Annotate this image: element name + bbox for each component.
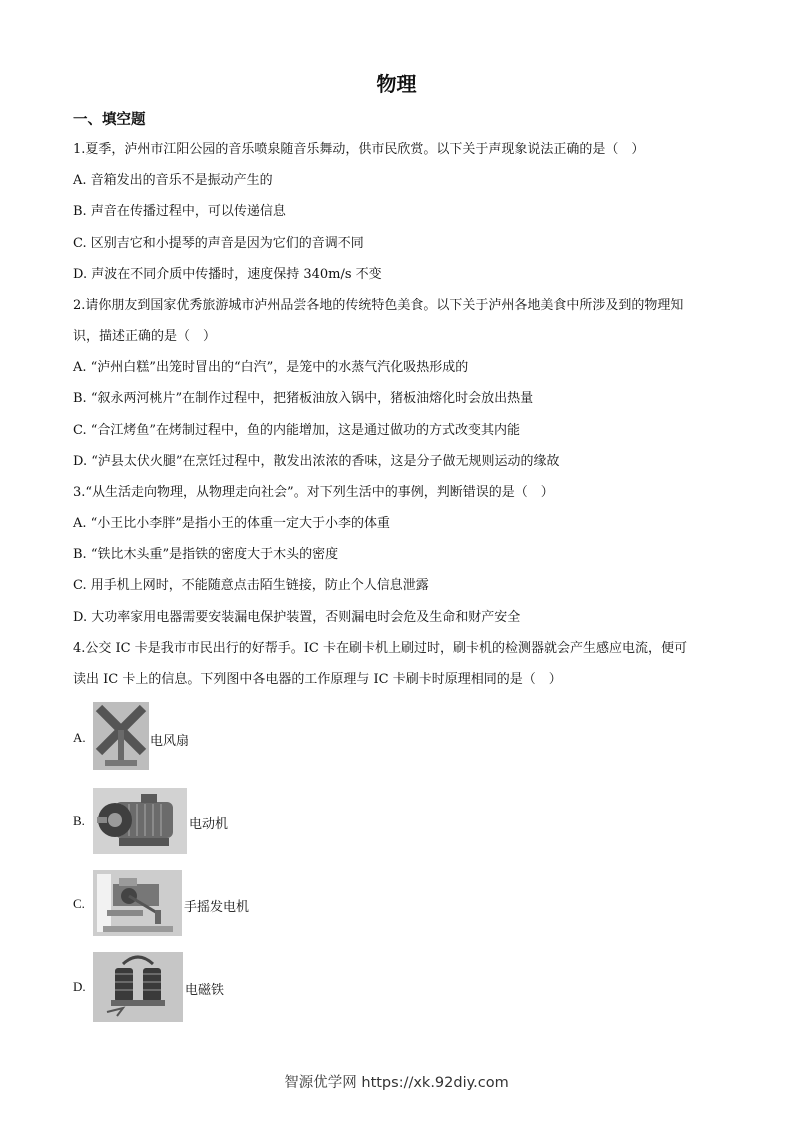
- question-1-option-c: C. 区别吉它和小提琴的声音是因为它们的音调不同: [73, 236, 364, 251]
- question-1-option-a: A. 音箱发出的音乐不是振动产生的: [73, 173, 273, 188]
- page-footer-watermark: 智源优学网 https://xk.92diy.com: [284, 1075, 509, 1091]
- question-1-option-b: B. 声音在传播过程中，可以传递信息: [73, 204, 286, 219]
- question-2-stem-line-2: 识，描述正确的是（ ）: [73, 329, 217, 344]
- question-1-option-d: D. 声波在不同介质中传播时，速度保持 340m/s 不变: [73, 267, 382, 282]
- option-letter: D.: [73, 979, 86, 994]
- hand-crank-generator-photo-icon: [93, 870, 182, 936]
- page-title: 物理: [376, 72, 417, 96]
- question-4-stem-line-1: 4.公交 IC 卡是我市市民出行的好帮手。IC 卡在刷卡机上刷过时，刷卡机的检测器就会产生感应电流，便可: [73, 641, 687, 656]
- electromagnet-photo-icon: [93, 952, 183, 1022]
- option-letter: A.: [73, 730, 86, 745]
- electric-motor-photo-icon: [93, 788, 187, 854]
- question-2-option-d: D. “泸县太伏火腿”在烹饪过程中，散发出浓浓的香味，这是分子做无规则运动的缘故: [73, 454, 560, 469]
- question-2-option-c: C. “合江烤鱼”在烤制过程中，鱼的内能增加，这是通过做功的方式改变其内能: [73, 423, 521, 438]
- question-3-option-a: A. “小王比小李胖”是指小王的体重一定大于小李的体重: [73, 516, 390, 531]
- option-label: 电磁铁: [185, 983, 225, 998]
- question-2-stem-line-1: 2.请你朋友到国家优秀旅游城市泸州品尝各地的传统特色美食。以下关于泸州各地美食中所涉及到的物理知: [73, 298, 684, 313]
- question-3-option-d: D. 大功率家用电器需要安装漏电保护装置，否则漏电时会危及生命和财产安全: [73, 610, 521, 625]
- question-1-stem: 1.夏季，泸州市江阳公园的音乐喷泉随音乐舞动，供市民欣赏。以下关于声现象说法正确的是（ ）: [73, 142, 645, 157]
- question-2-option-b: B. “叙永两河桃片”在制作过程中，把猪板油放入锅中，猪板油熔化时会放出热量: [73, 391, 534, 406]
- option-label: 电动机: [189, 817, 229, 832]
- section-heading: 一、填空题: [73, 112, 146, 128]
- option-letter: C.: [73, 896, 85, 911]
- question-3-option-c: C. 用手机上网时，不能随意点击陌生链接，防止个人信息泄露: [73, 578, 429, 593]
- option-label: 手摇发电机: [184, 900, 250, 915]
- question-4-stem-line-2: 读出 IC 卡上的信息。下列图中各电器的工作原理与 IC 卡刷卡时原理相同的是（ ）: [73, 672, 562, 687]
- electric-fan-photo-icon: [93, 702, 149, 770]
- question-2-option-a: A. “泸州白糕”出笼时冒出的“白汽”，是笼中的水蒸气汽化吸热形成的: [73, 360, 469, 375]
- option-letter: B.: [73, 813, 85, 828]
- question-3-stem: 3.“从生活走向物理，从物理走向社会”。对下列生活中的事例，判断错误的是（ ）: [73, 485, 554, 500]
- question-3-option-b: B. “铁比木头重”是指铁的密度大于木头的密度: [73, 547, 339, 562]
- option-label: 电风扇: [150, 734, 190, 749]
